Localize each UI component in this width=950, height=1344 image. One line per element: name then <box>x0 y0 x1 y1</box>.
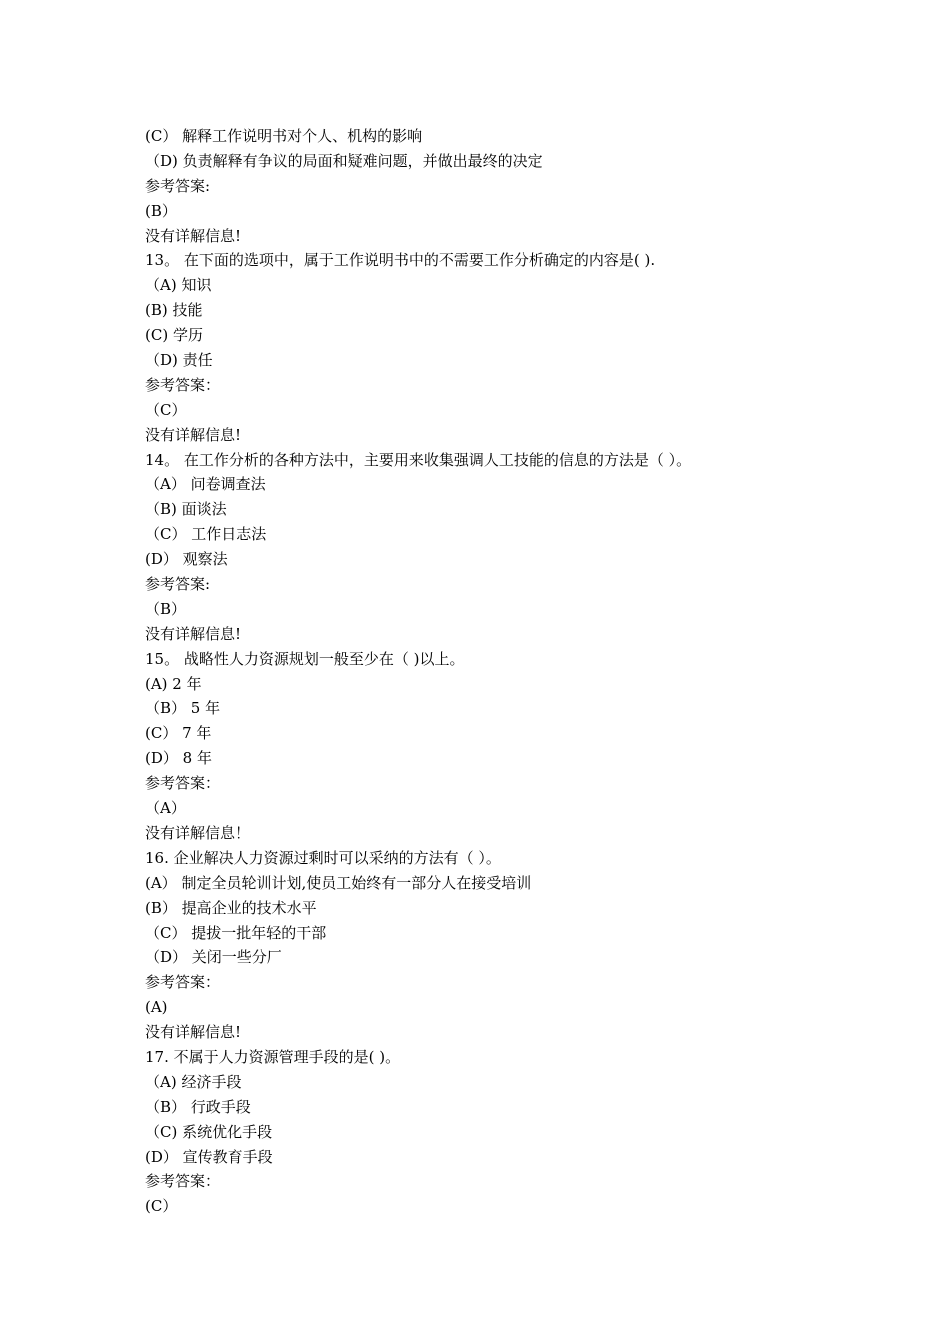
text-line: (C) 学历 <box>145 326 203 345</box>
text-line: （D) 责任 <box>145 351 213 370</box>
text-line: 没有详解信息! <box>145 624 242 643</box>
text-line: (D） 宣传教育手段 <box>145 1147 273 1166</box>
text-line: (A） 制定全员轮训计划,使员工始终有一部分人在接受培训 <box>145 873 532 892</box>
text-line: (A) <box>145 998 168 1017</box>
text-line: （B) 面谈法 <box>145 500 227 519</box>
text-line: （A) 知识 <box>145 276 212 295</box>
text-line: （B） 行政手段 <box>145 1097 251 1116</box>
document-body <box>145 124 865 1219</box>
text-line: 参考答案: <box>145 176 211 195</box>
text-line: (D） 8 年 <box>145 749 212 768</box>
text-line: （A） 问卷调查法 <box>145 475 266 494</box>
text-line: (A) 2 年 <box>145 674 202 693</box>
text-line: (B） 提高企业的技术水平 <box>145 898 317 917</box>
text-line: 参考答案： <box>145 774 221 793</box>
text-line: 没有详解信息! <box>145 226 242 245</box>
text-line: (D） 观察法 <box>145 550 228 569</box>
text-line: （A） <box>145 799 186 818</box>
text-line: 13。 在下面的选项中，属于工作说明书中的不需要工作分析确定的内容是( ). <box>145 251 656 270</box>
text-line: (C） <box>145 1197 178 1216</box>
text-line: 16. 企业解决人力资源过剩时可以采纳的方法有（ ）。 <box>145 848 501 867</box>
text-line: （D) 负责解释有争议的局面和疑难问题，并做出最终的决定 <box>145 151 543 170</box>
text-line: （C） 提拔一批年轻的干部 <box>145 923 327 942</box>
text-line: (B） <box>145 201 177 220</box>
text-line: （D） 关闭一些分厂 <box>145 948 282 967</box>
text-line: 参考答案： <box>145 375 221 394</box>
text-line: (C） 7 年 <box>145 724 212 743</box>
text-line: 15。 战略性人力资源规划一般至少在（ )以上。 <box>145 649 465 668</box>
text-line: （B） 5 年 <box>145 699 221 718</box>
text-line: 没有详解信息! <box>145 425 242 444</box>
text-line: 参考答案: <box>145 575 211 594</box>
text-line: (B) 技能 <box>145 301 203 320</box>
text-line: 没有详解信息! <box>145 1023 242 1042</box>
text-line: （C） 工作日志法 <box>145 525 267 544</box>
text-line: （C) 系统优化手段 <box>145 1122 273 1141</box>
text-line: (C） 解释工作说明书对个人、机构的影响 <box>145 127 423 145</box>
text-line: 没有详解信息！ <box>145 823 251 842</box>
text-line: （B） <box>145 599 187 618</box>
text-line: 14。 在工作分析的各种方法中，主要用来收集强调人工技能的信息的方法是（ ）。 <box>145 450 692 469</box>
text-line: 17. 不属于人力资源管理手段的是( )。 <box>145 1047 401 1066</box>
text-line: （A) 经济手段 <box>145 1072 242 1091</box>
text-line: （C） <box>145 400 187 419</box>
text-line: 参考答案： <box>145 1172 221 1191</box>
text-line: 参考答案： <box>145 973 221 992</box>
